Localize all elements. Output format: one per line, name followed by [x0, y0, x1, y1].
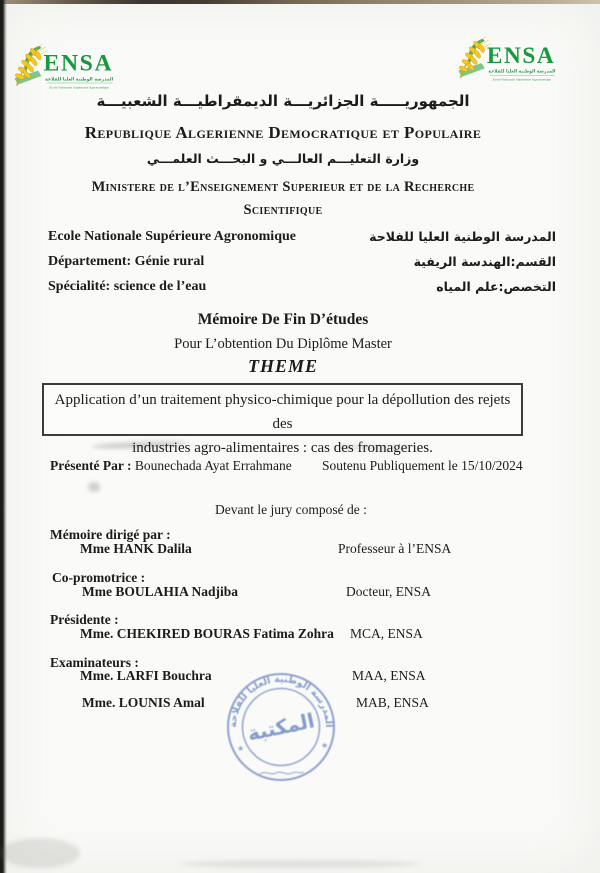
- scan-edge-top: [0, 0, 600, 4]
- jury-member-name: Mme. LOUNIS Amal: [82, 695, 205, 710]
- jury-member-title: MAA, ENSA: [352, 668, 426, 683]
- specialty-fr: Spécialité: science de l’eau: [48, 279, 207, 294]
- scan-smudge: [88, 482, 100, 492]
- french-republic-title: Republique Algerienne Democratique et Populaire: [84, 123, 482, 142]
- stamp-star-left-icon: ★: [237, 744, 245, 753]
- french-ministry-line2: Scientifique: [243, 202, 323, 218]
- presented-by-name: Bounechada Ayat Errahmane: [131, 458, 292, 473]
- jury-role-label: Présidente :: [50, 612, 119, 627]
- ensa-logo-left: [8, 40, 120, 98]
- theme-label: THEME: [247, 356, 318, 376]
- jury-member-title: MAB, ENSA: [356, 695, 429, 710]
- logo-arabic-caption: المدرسة الوطنية العليا للفلاحة: [44, 77, 114, 83]
- stamp-star-right-icon: ★: [321, 741, 329, 750]
- jury-role-label: Co-promotrice :: [52, 570, 146, 585]
- presented-by: [50, 458, 292, 474]
- stamp-signature-scribble: [260, 772, 304, 774]
- ensa-logo-graphic: [452, 33, 562, 90]
- jury-member-name: Mme HANK Dalila: [80, 541, 192, 556]
- stamp-center-text: المكتبة: [245, 708, 317, 746]
- scan-smudge: [0, 838, 80, 868]
- scan-smudge: [180, 860, 420, 868]
- logo-arabic-caption: المدرسة الوطنية العليا للفلاحة: [488, 69, 556, 75]
- department-fr: Département: Génie rural: [48, 254, 205, 269]
- jury-member-title: Professeur à l’ENSA: [338, 541, 452, 556]
- presented-by-label: Présenté Par :: [50, 458, 132, 473]
- stamp-arc-text: المدرسة الوطنية العليا للفلاحة: [227, 673, 335, 728]
- logo-french-caption: Ecole Nationale Supérieure Agronomique: [492, 77, 551, 82]
- ensa-logo-right: [452, 33, 562, 90]
- library-stamp: [224, 671, 338, 790]
- logo-ensa-text: ENSA: [43, 50, 114, 77]
- school-name-ar: المدرسة الوطنية العليا للفلاحة: [369, 229, 556, 244]
- memoir-title: Mémoire De Fin D’études: [197, 311, 369, 328]
- theme-line2: industries agro-alimentaires : cas des fromageries.: [132, 440, 433, 456]
- theme-line1: Application d’un traitement physico-chimique pour la dépollution des rejets des: [54, 392, 511, 432]
- jury-member-name: Mme BOULAHIA Nadjiba: [82, 584, 239, 599]
- memoir-subtitle: Pour L’obtention Du Diplôme Master: [174, 336, 392, 352]
- logo-ensa-text: ENSA: [486, 43, 556, 70]
- ensa-logo-graphic: [8, 40, 120, 98]
- jury-intro: Devant le jury composé de :: [215, 502, 367, 517]
- library-stamp-graphic: [224, 671, 338, 785]
- theme-title-box: [42, 383, 523, 456]
- jury-member-title: Docteur, ENSA: [346, 584, 431, 599]
- defense-date: Soutenu Publiquement le 15/10/2024: [322, 458, 523, 473]
- specialty-ar: التخصص:علم المياه: [436, 279, 556, 294]
- arabic-ministry-title: وزارة التعليـــم العالـــي و البحـــث العلمـــي: [146, 151, 420, 166]
- jury-role-label: Mémoire dirigé par :: [50, 527, 171, 542]
- jury-member-name: Mme. CHEKIRED BOURAS Fatima Zohra: [80, 626, 334, 641]
- jury-member-name: Mme. LARFI Bouchra: [80, 668, 212, 683]
- french-ministry-line1: Ministere de l’Enseignement Superieur et de la Recherche: [91, 179, 475, 195]
- jury-role-label: Examinateurs :: [50, 655, 139, 670]
- logo-french-caption: Ecole Nationale Supérieure Agronomique: [49, 85, 109, 90]
- department-ar: القسم:الهندسة الريفية: [413, 254, 556, 269]
- arabic-republic-title: الجمهوريـــــة الجزائريـــة الديمقراطيـــة الشعبيـــة: [96, 92, 470, 110]
- school-name-fr: Ecole Nationale Supérieure Agronomique: [48, 229, 296, 244]
- jury-member-title: MCA, ENSA: [350, 626, 423, 641]
